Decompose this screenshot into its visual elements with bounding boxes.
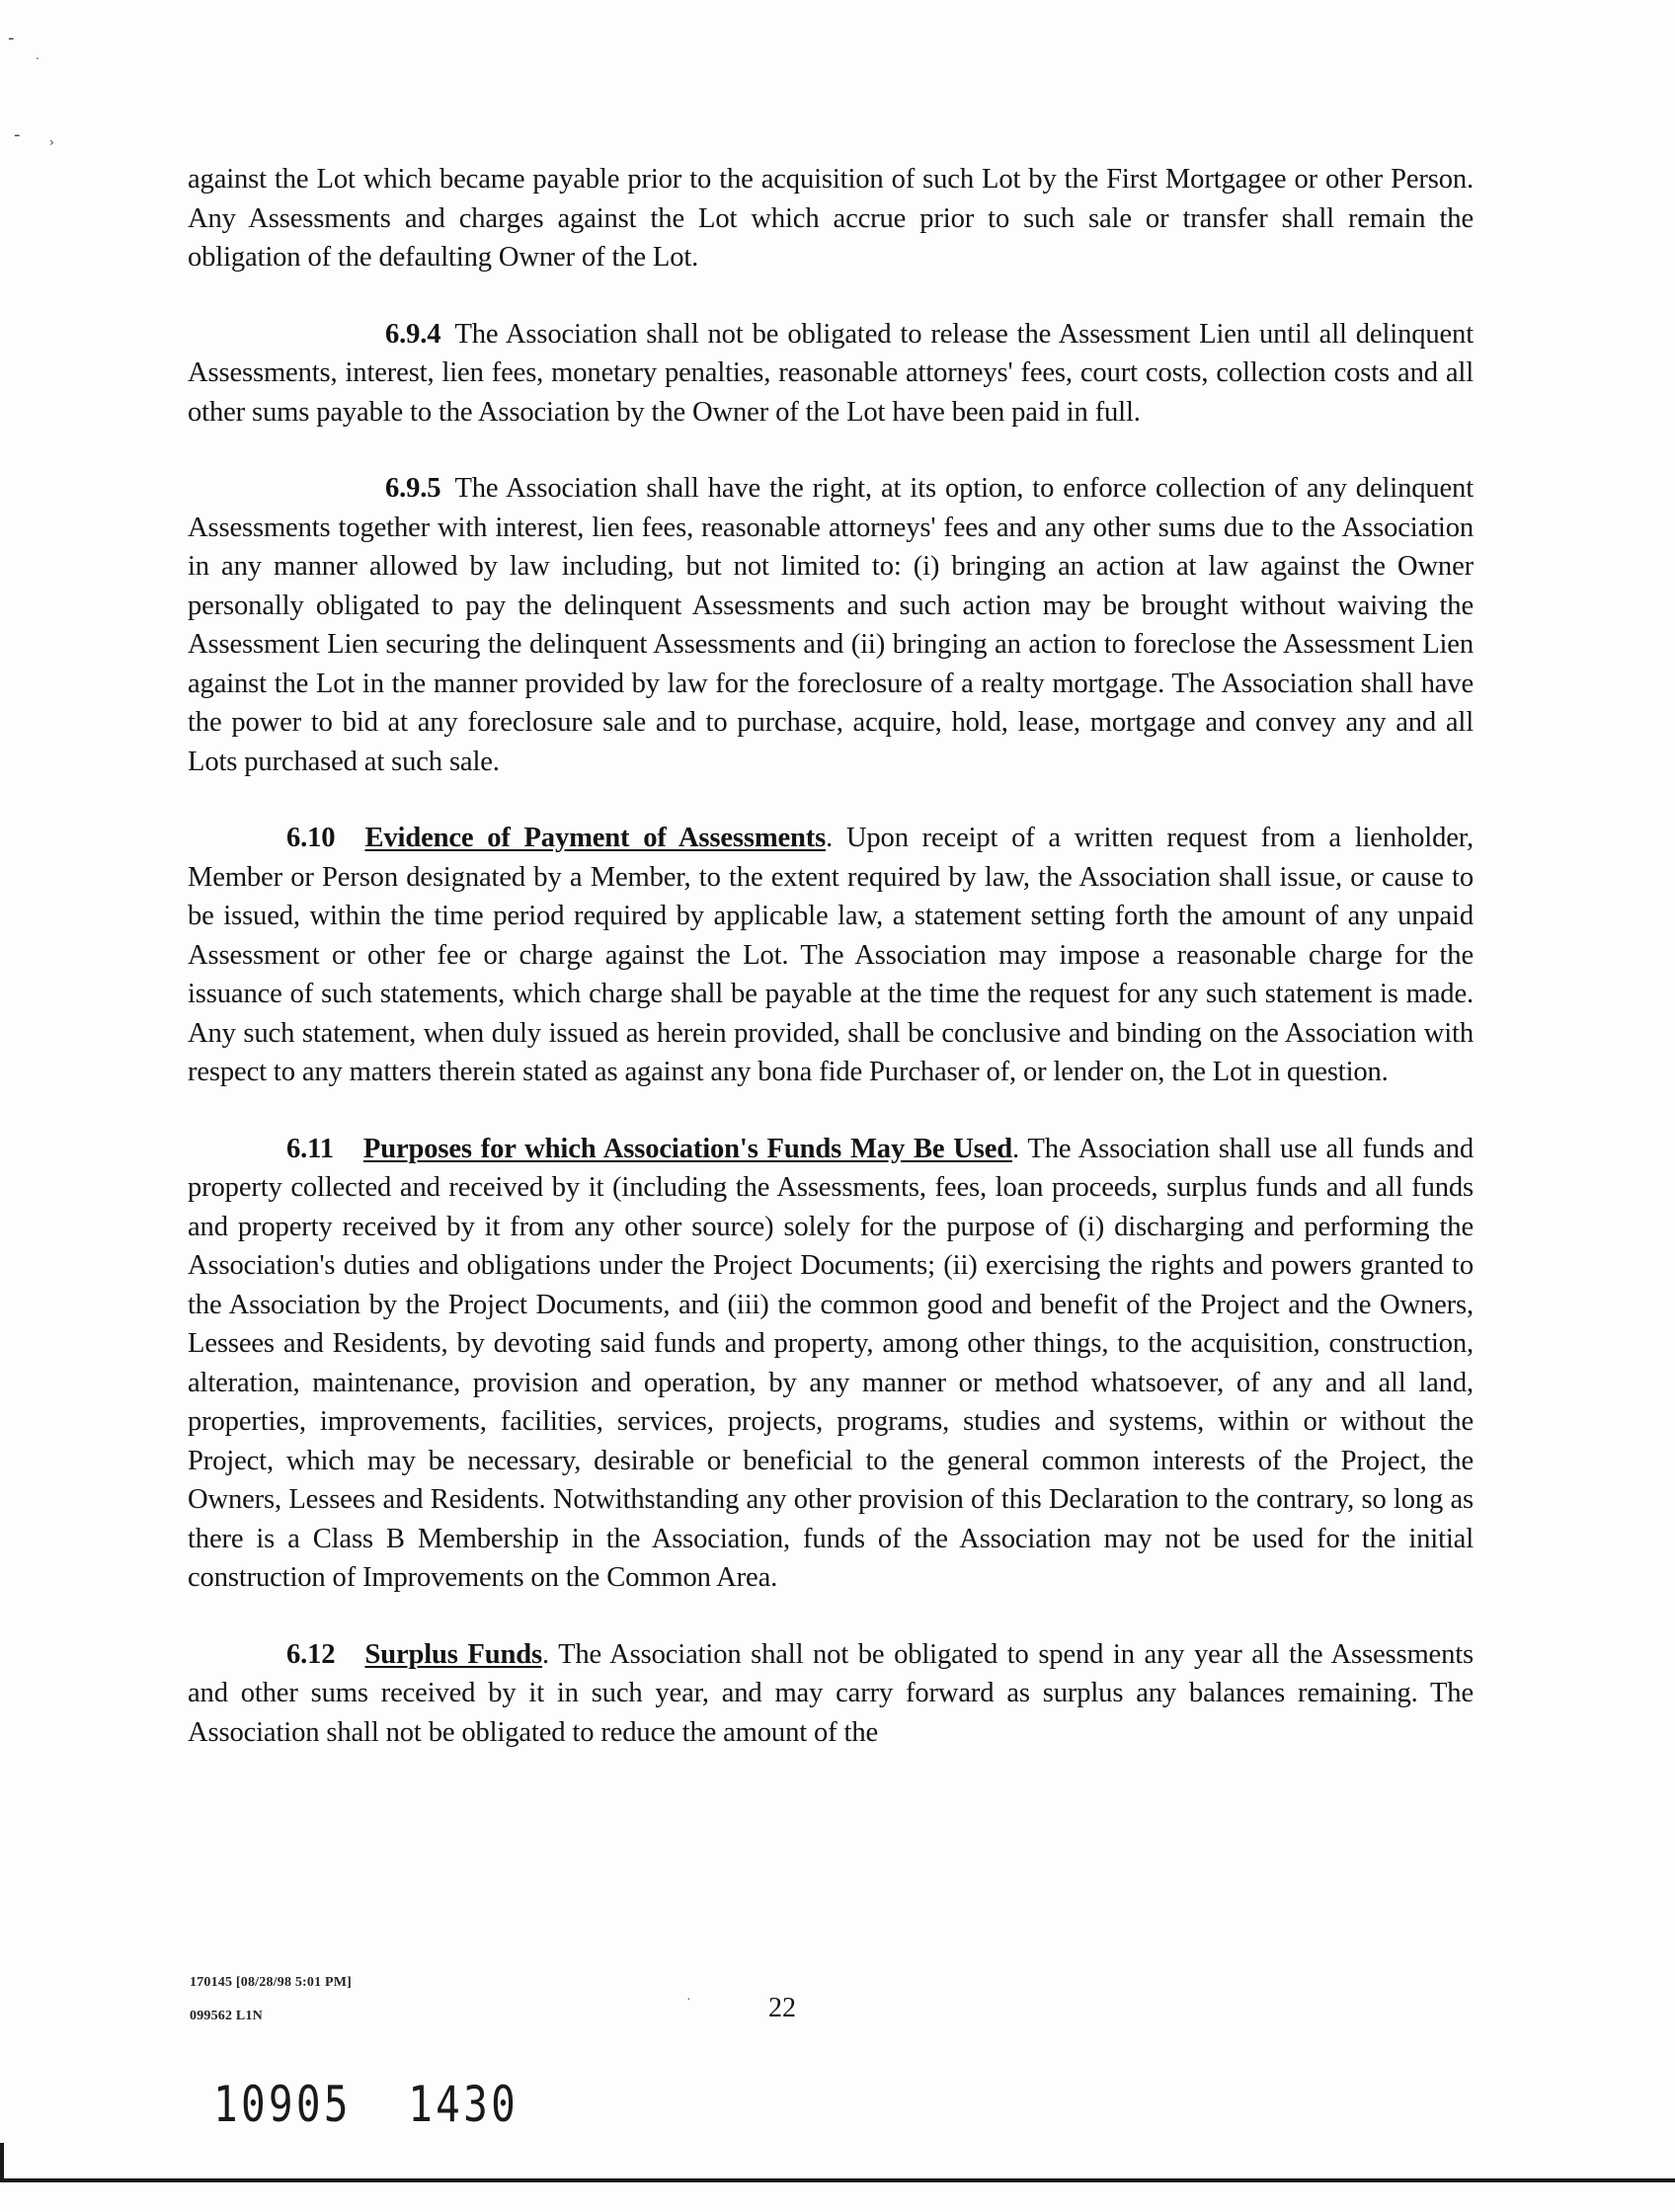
section-number: 6.12 (286, 1638, 336, 1670)
section-heading: Evidence of Payment of Assessments (364, 823, 827, 853)
subsection-number: 6.9.4 (385, 318, 441, 350)
recording-book-number: 10905 (213, 2076, 352, 2133)
scan-speck-icon: › (49, 135, 54, 149)
scan-bottom-border (0, 2178, 1675, 2182)
scan-border-edge (0, 2143, 4, 2182)
section-6-10 (188, 819, 1474, 1092)
subsection-6-9-4 (188, 315, 1474, 433)
subsection-number: 6.9.5 (385, 473, 441, 504)
section-number: 6.11 (286, 1133, 334, 1164)
recording-page-number: 1430 (408, 2076, 519, 2133)
footer-file-ref: 099562 L1N (190, 2009, 263, 2023)
scan-speck-icon: - (14, 124, 21, 145)
subsection-6-9-5 (188, 469, 1474, 781)
recording-stamp (213, 2076, 518, 2133)
section-6-12 (188, 1635, 1474, 1753)
paragraph-text: against the Lot which became payable prior to the acquisition of such Lot by the First Mortgagee or other Person. Any Assessments and charges against the Lot which accrue prior to such sale or transfer shall remain the obligation of the defaulting Owner of the Lot. (188, 164, 1474, 273)
section-number: 6.10 (286, 823, 336, 853)
scan-speck-icon: · (686, 1993, 691, 2008)
page-number: 22 (768, 1993, 796, 2023)
paragraph-text: . The Association shall not be obligated to spend in any year all the Assessments and other sums received by it in such year, and may carry forward as surplus any balances remaining. The Association shall not be obligated to reduce the amount of the (188, 1638, 1474, 1748)
section-heading: Purposes for which Association's Funds May Be Used (362, 1133, 1013, 1164)
document-body (188, 160, 1474, 1789)
paragraph-text: . Upon receipt of a written request from a lienholder, Member or Person designated by a Member, to the extent required by law, the Association shall issue, or cause to be issued, within the time period required by applicable law, a statement setting forth the amount of any unpaid Assessment or other fee or charge against the Lot. The Association may impose a reasonable charge for the issuance of such statements, which charge shall be payable at the time the request for any such statement is made. Any such statement, when duly issued as herein provided, shall be conclusive and binding on the Association with respect to any matters therein stated as against any bona fide Purchaser of, or lender on, the Lot in question. (188, 823, 1474, 1087)
section-6-11 (188, 1130, 1474, 1598)
paragraph-text: The Association shall have the right, at its option, to enforce collection of any delinquent Assessments together with interest, lien fees, reasonable attorneys' fees and any other sums due to the Association in any manner allowed by law including, but not limited to: (i) bringing an action at law against the Owner personally obligated to pay the delinquent Assessments and such action may be brought without waiving the Assessment Lien securing the delinquent Assessments and (ii) bringing an action to foreclose the Assessment Lien against the Lot in the manner provided by law for the foreclosure of a realty mortgage. The Association shall have the power to bid at any foreclosure sale and to purchase, acquire, hold, lease, mortgage and convey any and all Lots purchased at such sale. (188, 473, 1474, 777)
scan-speck-icon: - (8, 28, 15, 48)
footer-doc-id: 170145 [08/28/98 5:01 PM] (190, 1975, 353, 1990)
paragraph-text: . The Association shall use all funds and property collected and received by it (including the Assessments, fees, loan proceeds, surplus funds and all funds and property received by it from any other source) solely for the purpose of (i) discharging and performing the Association's duties and obligations under the Project Documents; (ii) exercising the rights and powers granted to the Association by the Project Documents, and (iii) the common good and benefit of the Project and the Owners, Lessees and Residents, by devoting said funds and property, among other things, to the acquisition, construction, alteration, maintenance, provision and operation, by any manner or method whatsoever, of any and all land, properties, improvements, facilities, services, projects, programs, studies and systems, within or without the Project, which may be necessary, desirable or beneficial to the general common interests of the Project, the Owners, Lessees and Residents. Notwithstanding any other provision of this Declaration to the contrary, so long as there is a Class B Membership in the Association, funds of the Association may not be used for the initial construction of Improvements on the Common Area. (188, 1133, 1475, 1593)
section-heading: Surplus Funds (364, 1638, 542, 1670)
paragraph-continuation (188, 160, 1474, 277)
paragraph-text: The Association shall not be obligated to release the Assessment Lien until all delinquent Assessments, interest, lien fees, monetary penalties, reasonable attorneys' fees, court costs, collection costs and all other sums payable to the Association by the Owner of the Lot have been paid in full. (188, 318, 1474, 428)
scan-speck-icon: . (36, 48, 40, 62)
